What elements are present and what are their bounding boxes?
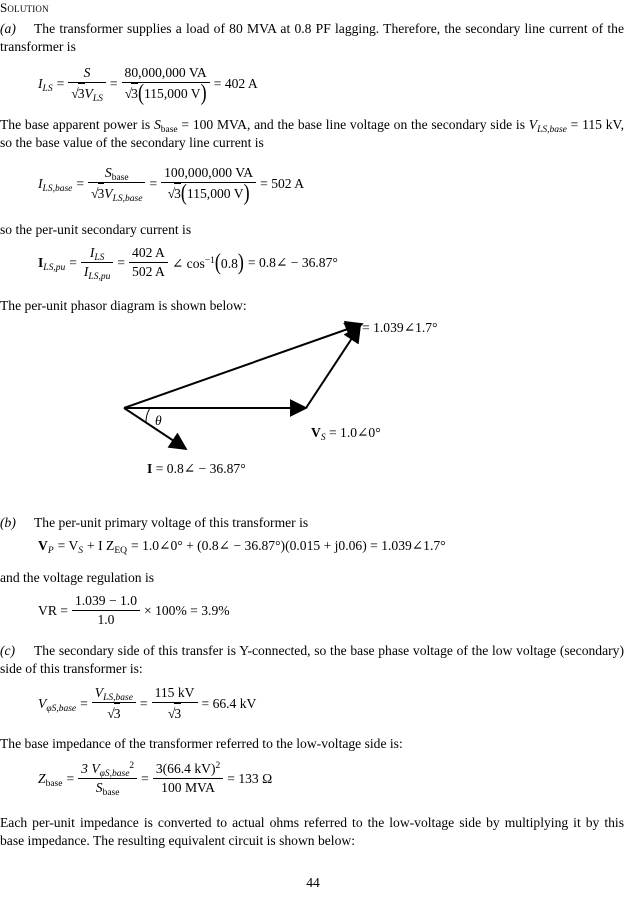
equation-voltage-regulation: VR = $\frac{1.039 - 1.0}{1.0}$ × 100% = 3.9%: [38, 593, 230, 627]
part-a-intro: [0, 20, 624, 56]
base-impedance-text: The base impedance of the transformer referred to the low-voltage side is:: [0, 736, 403, 751]
eq1-lhs: $I_{LS}$: [38, 75, 53, 94]
eq1-frac-symbolic: $\frac{S}{√3V_{LS}}$: [68, 64, 106, 103]
base-power-text: The base apparent power is $S_{base} = 100$ MVA, and the base line voltage on the secondary side is $V_{LS,base} = 115$ kV, so the base value of the secondary line current is: [0, 117, 624, 150]
phasor-intro-text: The per-unit phasor diagram is shown below:: [0, 298, 247, 313]
phasor-diagram: [0, 318, 626, 488]
page-number: 44: [306, 875, 320, 890]
eq1-result: = 402 A: [213, 75, 258, 91]
vp-phasor-arrow: [124, 324, 362, 408]
final-paragraph: Each per-unit impedance is converted to actual ohms referred to the low-voltage side by multiplying it by this base impedance. The resulting equivalent circuit is shown below:: [0, 815, 624, 848]
voltage-regulation-text: and the voltage regulation is: [0, 570, 155, 585]
per-unit-text: so the per-unit secondary current is: [0, 222, 192, 237]
solution-heading: Solution: [0, 0, 49, 15]
part-c-intro: (c) The secondary side of this transfer is Y-connected, so the base phase voltage of the low voltage (secondary) side of this transformer is:: [0, 643, 624, 676]
part-a-label: (a): [0, 21, 16, 36]
equation-base-phase-voltage: $V_{\varphi S,base}$ = $\frac{V_{LS,base}}{√3}$ = $\frac{115 kV}{√3}$ = 66.4 kV: [38, 685, 257, 721]
vs-label: $V_S$ = 1.0∠0°: [311, 425, 381, 443]
eq1-frac-numeric: $\frac{80,000,000 VA}{√3(115,000 V)}$: [122, 64, 210, 103]
current-label: I = 0.8∠ − 36.87°: [147, 461, 246, 476]
equation-primary-voltage: $V_P$ = $V_S$ + I $Z_{EQ}$ = 1.0∠0° + (0.8∠ − 36.87°)(0.015 + j0.06) = 1.039∠1.7°: [38, 538, 446, 556]
equation-base-line-current: $I_{LS,base}$ = $\frac{S_{base}}{√3V_{LS,base}}$ = $\frac{100,000,000 VA}{√3(115,000 V)}$ = 502 A: [38, 165, 305, 205]
izeq-phasor-arrow: [306, 326, 360, 408]
part-b-intro: (b) The per-unit primary voltage of this transformer is: [0, 515, 309, 530]
theta-label: θ: [155, 413, 162, 428]
theta-arc: [146, 408, 150, 422]
equation-secondary-line-current: $I_{LS}$ = $\frac{S}{√3V_{LS}}$ = $\frac{80,000,000 VA}{√3(115,000 V)}$ = 402 A: [38, 65, 258, 105]
part-a-intro-text: The transformer supplies a load of 80 MVA at 0.8 PF lagging. Therefore, the secondary line current of the transformer is: [0, 21, 624, 54]
equation-base-impedance: $Z_{base}$ = $\frac{3 V_{\varphi S,base}^2}{S_{base}}$ = $\frac{3(66.4 kV)^2}{\text{100 MVA}}$ = 133 Ω: [38, 761, 273, 798]
equation-per-unit-current: $I_{LS,pu}$ = $\frac{I_{LS}}{I_{LS,pu}}$ = $\frac{402 A}{502 A}$ ∠ $\cos^{-1}(0.8)$ = 0.8∠ − 36.87°: [38, 245, 338, 282]
vp-label: $V_P$ = 1.039∠1.7°: [343, 320, 438, 338]
